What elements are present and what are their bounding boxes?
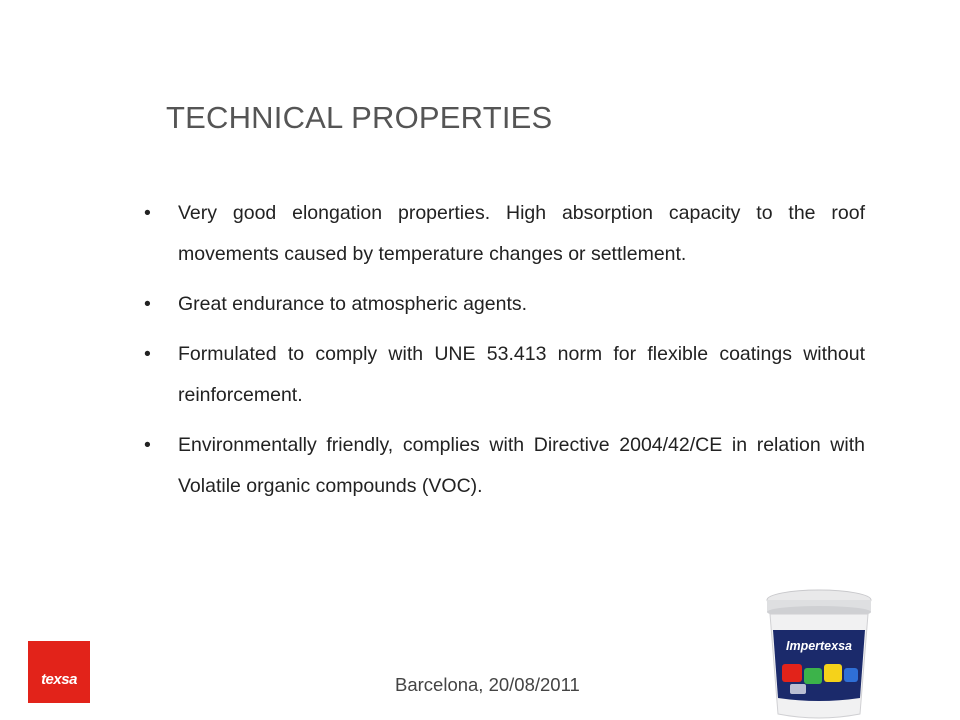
slide-title: TECHNICAL PROPERTIES [166,100,553,135]
logo-text: texsa [41,670,77,688]
bullet-item [142,193,865,275]
product-brand-text: Impertexsa [785,639,853,653]
bullet-text: Environmentally friendly, complies with Directive 2004/42/CE in relation with Volatile organic compounds (VOC). [178,434,865,497]
bullet-item [142,425,865,507]
bullet-list [142,193,865,516]
bullet-dot: • [144,202,151,224]
texsa-logo [28,641,90,703]
bullet-dot: • [144,434,151,456]
bullet-item [142,284,865,325]
bullet-dot: • [144,293,151,315]
bullet-text: Formulated to comply with UNE 53.413 norm for flexible coatings without reinforcement. [178,343,865,406]
bullet-text: Very good elongation properties. High absorption capacity to the roof movements caused by temperature changes or settlement. [178,202,865,265]
footer-date: Barcelona, 20/08/2011 [395,674,580,695]
bullet-text: Great endurance to atmospheric agents. [178,293,528,315]
bullet-dot: • [144,343,151,365]
bullet-item [142,334,865,416]
paint-bucket-icon [760,586,878,720]
